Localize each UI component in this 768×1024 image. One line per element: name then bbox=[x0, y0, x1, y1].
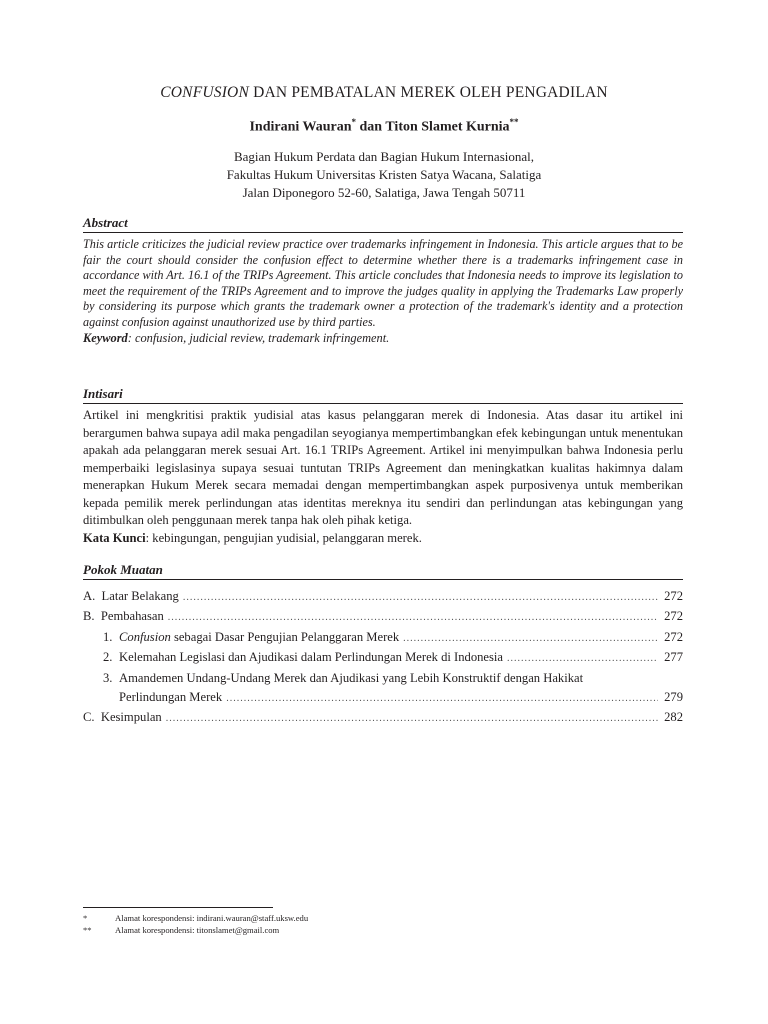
footnote bbox=[83, 912, 683, 924]
author-2: Titon Slamet Kurnia bbox=[385, 119, 510, 135]
toc-item-label: A. Latar Belakang bbox=[83, 589, 179, 603]
kata-kunci-text: : kebingungan, pengujian yudisial, pelanggaran merek. bbox=[145, 530, 422, 545]
table-of-contents bbox=[83, 587, 683, 729]
author-1-mark: * bbox=[351, 117, 357, 127]
toc-subitem-label-group bbox=[103, 648, 507, 667]
toc-leader bbox=[507, 649, 658, 668]
intisari-text: Artikel ini mengkritisi praktik yudisial atas kasus pelanggaran merek di Indonesia. Atas dasar itu artikel ini berargumen bahwa supaya adil maka pengadilan seyogianya mempertimbangkan efek kebingungan untuk menentukan apakah ada pelanggaran merek sesuai Art. 16.1 TRIPs Agreement. Artikel ini menyimpulkan bahwa Indonesia perlu memperbaiki legislasinya supaya sesuai tuntutan TRIPs Agreement dan meningkatkan kualitas hakimnya dalam menerapkan Hukum Merek secara memadai dengan mempertimbangkan aspek purposivenya untuk memberikan kepada pemilik merek perlindungan atas identitas mereknya itu sendiri dan perlindungan atas kebingungan yang ditimbulkan oleh penggunaan merek tanpa hak oleh pihak ketiga. bbox=[83, 408, 683, 527]
title-rest: DAN PEMBATALAN MEREK OLEH PENGADILAN bbox=[249, 84, 608, 101]
toc-subitem bbox=[83, 669, 683, 688]
toc-subitem-number: 2. bbox=[103, 650, 113, 665]
footnote bbox=[83, 924, 683, 936]
toc-subitem-label: Perlindungan Merek bbox=[119, 690, 223, 705]
toc-item-page: 272 bbox=[664, 589, 683, 603]
affiliation-line: Bagian Hukum Perdata dan Bagian Hukum Internasional, bbox=[233, 149, 534, 164]
author-1: Indirani Wauran bbox=[249, 119, 352, 135]
toc-item bbox=[83, 607, 683, 627]
toc-leader bbox=[183, 588, 658, 607]
footnotes bbox=[83, 912, 683, 936]
affiliation-line: Fakultas Hukum Universitas Kristen Satya Wacana, Salatiga bbox=[226, 167, 542, 182]
toc-leader bbox=[403, 629, 658, 648]
toc-leader bbox=[168, 608, 658, 627]
author-2-mark: ** bbox=[509, 117, 519, 127]
toc-subitem-label: Amandemen Undang-Undang Merek dan Ajudikasi yang Lebih Konstruktif dengan Hakikat bbox=[119, 670, 584, 685]
abstract-keywords bbox=[83, 331, 683, 347]
toc-item-page: 277 bbox=[664, 650, 683, 665]
intisari-keywords bbox=[83, 530, 683, 548]
toc-item-label: C. Kesimpulan bbox=[83, 710, 162, 725]
footnote-text: Alamat korespondensi: indirani.wauran@staff.uksw.edu bbox=[115, 913, 309, 923]
abstract-text: This article criticizes the judicial review practice over trademarks infringement in Indonesia. This article argues that to be fair the court should consider the confusion effect to determine whether there is a trademarks infringement case in accordance with Art. 16.1 of the TRIPs Agreement. This article concludes that Indonesia needs to improve its legislation to meet the requirement of the TRIPs Agreement and to improve the judges quality in applying the Trademarks Law properly by considering its purpose which grants the trademark owner a protection of the trademark's identity and a protection against confusion against unauthorized use by third parties. bbox=[83, 237, 683, 329]
toc-subitem-number: 1. bbox=[103, 629, 113, 644]
footnote-text: Alamat korespondensi: titonslamet@gmail.com bbox=[115, 925, 280, 935]
intisari-heading: Intisari bbox=[83, 386, 683, 404]
keyword-text: : confusion, judicial review, trademark infringement. bbox=[127, 330, 390, 345]
title-italic: CONFUSION bbox=[160, 84, 249, 101]
toc-item bbox=[83, 708, 683, 728]
abstract-body bbox=[83, 237, 683, 346]
toc-leader bbox=[226, 689, 658, 708]
toc-subitem-label: Kelemahan Legislasi dan Ajudikasi dalam Perlindungan Merek di Indonesia bbox=[119, 650, 504, 665]
footnote-mark: ** bbox=[83, 925, 92, 935]
toc-subitem-italic: Confusion bbox=[119, 629, 171, 644]
footnote-divider bbox=[83, 907, 273, 908]
toc-item-label: B. Pembahasan bbox=[83, 609, 164, 624]
toc-item-page: 279 bbox=[664, 690, 683, 705]
toc-leader bbox=[166, 709, 658, 728]
kata-kunci-label: Kata Kunci bbox=[83, 530, 146, 545]
author-joiner: dan bbox=[356, 119, 386, 135]
abstract-heading: Abstract bbox=[83, 215, 683, 233]
toc-subitem-number: 3. bbox=[103, 670, 113, 685]
toc-item-page: 272 bbox=[664, 629, 683, 644]
toc-subitem-label: sebagai Dasar Pengujian Pelanggaran Merek bbox=[170, 629, 400, 644]
toc-item-page: 272 bbox=[664, 609, 683, 624]
toc-item-page: 282 bbox=[664, 710, 683, 725]
footnote-mark: * bbox=[83, 913, 88, 923]
toc-subitem-label-group bbox=[103, 669, 587, 688]
affiliation-line: Jalan Diponegoro 52-60, Salatiga, Jawa Tengah 50711 bbox=[242, 185, 526, 200]
intisari-body bbox=[83, 407, 683, 547]
toc-heading: Pokok Muatan bbox=[83, 562, 683, 580]
affiliation bbox=[0, 148, 768, 202]
toc-subitem bbox=[83, 628, 683, 648]
toc-subitem-label-group bbox=[103, 628, 403, 647]
toc-subitem bbox=[83, 648, 683, 668]
toc-item bbox=[83, 587, 683, 607]
author-line bbox=[0, 117, 768, 136]
paper-title bbox=[0, 84, 768, 102]
keyword-label: Keyword bbox=[83, 330, 128, 345]
toc-subitem-continued bbox=[83, 688, 683, 708]
